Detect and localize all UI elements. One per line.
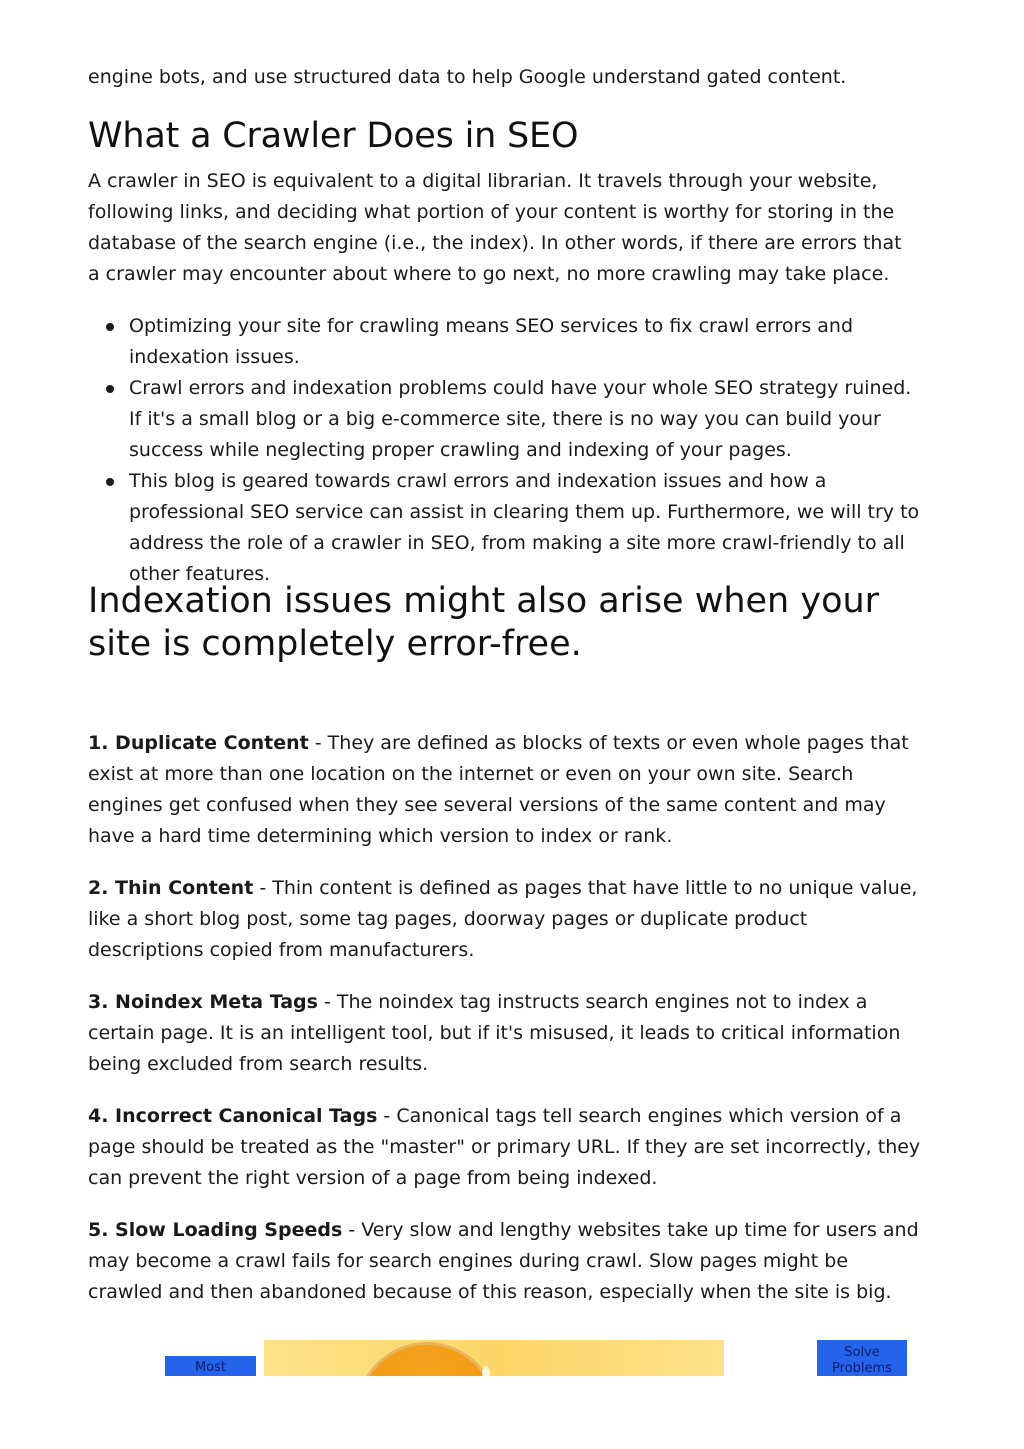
issue-item <box>88 873 928 966</box>
tag-line: Solve <box>844 1345 880 1360</box>
infographic-yellow-panel <box>264 1340 724 1376</box>
issue-text: - They are defined as blocks of texts or even whole pages that exist at more than one location on the internet or even on your own site. Search engines get confused when they see several versions of the same content and may have a hard time determining which version to index or rank. <box>88 732 909 847</box>
bullet-item: Optimizing your site for crawling means SEO services to fix crawl errors and indexation issues. <box>129 311 928 373</box>
crawler-section-heading: What a Crawler Does in SEO <box>88 116 579 156</box>
tag-line: Problems <box>832 1361 892 1376</box>
issue-title: 2. Thin Content <box>88 877 254 899</box>
issue-text: - Very slow and lengthy websites take up time for users and may become a crawl fails for search engines during crawl. Slow pages might be crawled and then abandoned because of this reason, especially when the site is big. <box>88 1219 919 1303</box>
issue-title: 4. Incorrect Canonical Tags <box>88 1105 378 1127</box>
indexation-issue-list <box>88 728 928 1329</box>
infographic-tag-solve-problems <box>817 1340 907 1376</box>
infographic-image-preview <box>0 1340 1024 1376</box>
issue-item <box>88 1215 928 1308</box>
intro-continuation-text: engine bots, and use structured data to help Google understand gated content. <box>88 66 847 88</box>
infographic-tag-most: Most <box>165 1356 256 1376</box>
circle-glint-graphic <box>482 1366 490 1376</box>
issue-text: - Thin content is defined as pages that have little to no unique value, like a short blog post, some tag pages, doorway pages or duplicate product descriptions copied from manufacturers. <box>88 877 918 961</box>
issue-item <box>88 728 928 852</box>
issue-item <box>88 1101 928 1194</box>
bullet-item: This blog is geared towards crawl errors and indexation issues and how a professional SEO service can assist in clearing them up. Furthermore, we will try to address the role of a crawler in SEO, from making a site more crawl-friendly to all other features. <box>129 466 928 590</box>
bullet-item: Crawl errors and indexation problems could have your whole SEO strategy ruined. If it's a small blog or a big e-commerce site, there is no way you can build your success while neglecting proper crawling and indexing of your pages. <box>129 373 928 466</box>
issue-title: 5. Slow Loading Speeds <box>88 1219 343 1241</box>
orange-circle-graphic <box>356 1342 498 1376</box>
crawler-section-paragraph: A crawler in SEO is equivalent to a digital librarian. It travels through your website, following links, and deciding what portion of your content is worthy for storing in the database of the search engine (i.e., the index). In other words, if there are errors that a crawler may encounter about where to go next, no more crawling may take place. <box>88 170 902 285</box>
crawler-bullet-list <box>88 311 928 590</box>
issue-text: - Canonical tags tell search engines which version of a page should be treated as the "master" or primary URL. If they are set incorrectly, they can prevent the right version of a page from being indexed. <box>88 1105 921 1189</box>
issue-title: 1. Duplicate Content <box>88 732 309 754</box>
indexation-section-heading: Indexation issues might also arise when your site is completely error-free. <box>88 581 880 664</box>
issue-title: 3. Noindex Meta Tags <box>88 991 318 1013</box>
issue-item <box>88 987 928 1080</box>
issue-text: - The noindex tag instructs search engines not to index a certain page. It is an intelligent tool, but if it's misused, it leads to critical information being excluded from search results. <box>88 991 901 1075</box>
